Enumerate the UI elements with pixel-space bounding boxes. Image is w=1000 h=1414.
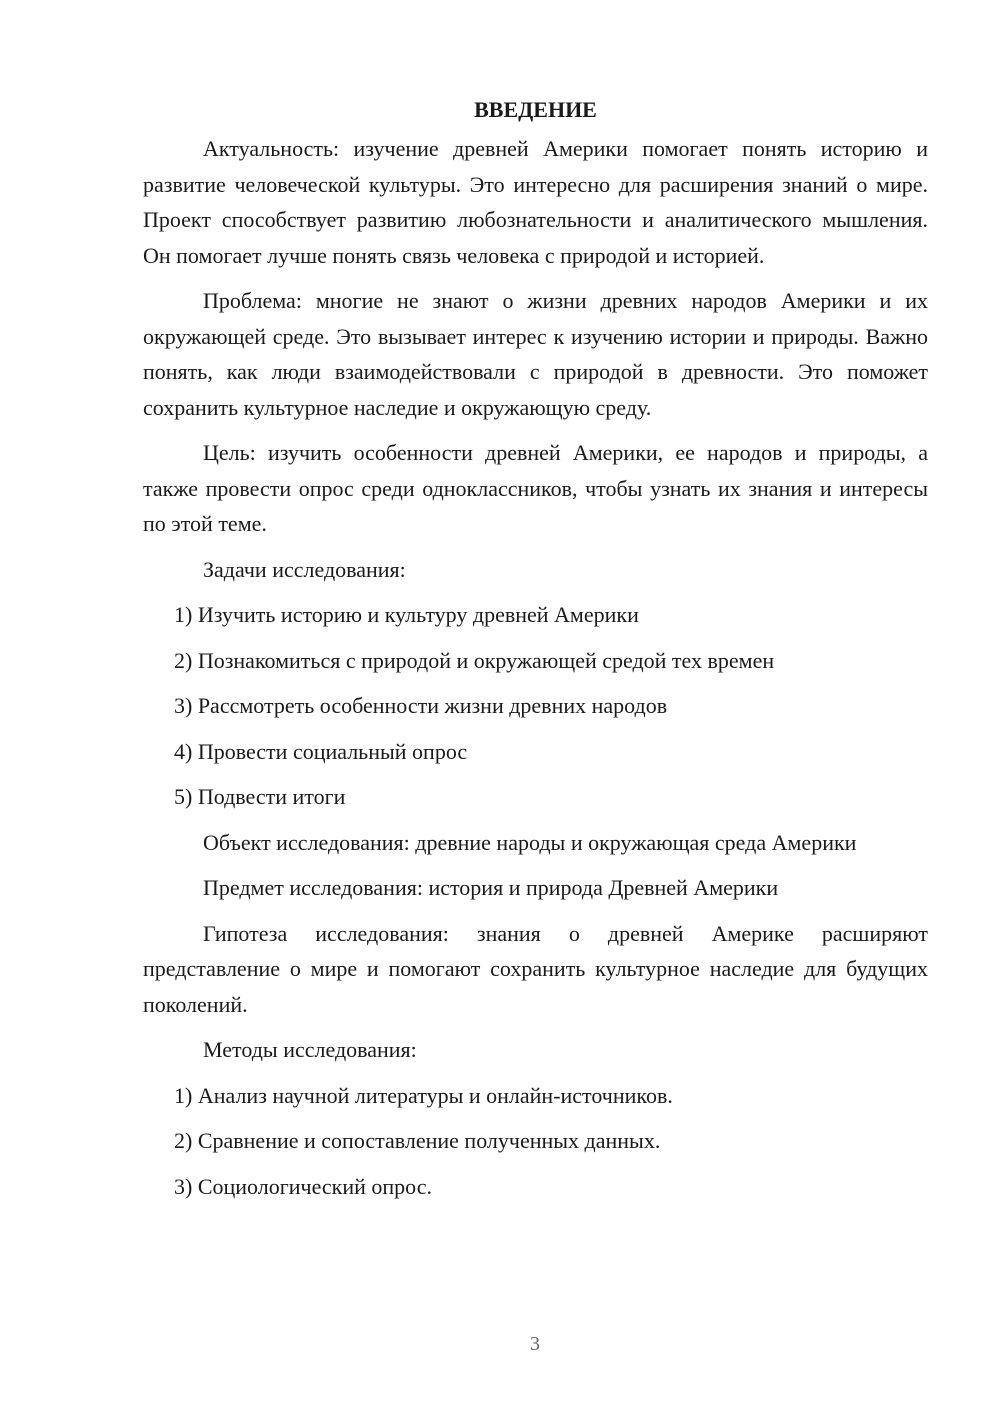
task-item: 2) Познакомиться с природой и окружающей средой тех времен	[174, 647, 775, 673]
method-item: 2) Сравнение и сопоставление полученных данных.	[174, 1128, 661, 1153]
subject-paragraph: Предмет исследования: история и природа Древней Америки	[203, 875, 779, 900]
problem-paragraph: Проблема: многие не знают о жизни древних народов Америки и их окружающей среде. Это вызывает интерес к изучению истории и природы. Важно понять, как люди взаимодействовали с природой в древности. Это поможет сохранить культурное наследие и окружающую среду.	[143, 288, 928, 420]
relevance-paragraph: Актуальность: изучение древней Америки помогает понять историю и развитие человеческой культуры. Это интересно для расширения знаний о мире. Проект способствует развитию любознательности и аналитического мышления. Он помогает лучше понять связь человека с природой и историей.	[143, 136, 928, 268]
object-paragraph: Объект исследования: древние народы и окружающая среда Америки	[203, 829, 857, 855]
tasks-heading: Задачи исследования:	[203, 556, 406, 582]
page-number: 3	[530, 1333, 540, 1355]
document-page	[143, 92, 928, 1214]
methods-heading: Методы исследования:	[203, 1037, 417, 1062]
page-title: ВВЕДЕНИЕ	[474, 97, 597, 122]
task-item: 1) Изучить историю и культуру древней Америки	[174, 602, 639, 627]
goal-paragraph: Цель: изучить особенности древней Америки, ее народов и природы, а также провести опрос среди одноклассников, чтобы узнать их знания и интересы по этой теме.	[143, 440, 928, 536]
method-item: 3) Социологический опрос.	[174, 1173, 432, 1199]
task-item: 3) Рассмотреть особенности жизни древних народов	[174, 693, 668, 718]
task-item: 4) Провести социальный опрос	[174, 738, 468, 764]
task-item: 5) Подвести итоги	[174, 784, 346, 809]
method-item: 1) Анализ научной литературы и онлайн-источников.	[174, 1082, 673, 1108]
hypothesis-paragraph: Гипотеза исследования: знания о древней Америке расширяют представление о мире и помогают сохранить культурное наследие для будущих поколений.	[143, 920, 928, 1017]
